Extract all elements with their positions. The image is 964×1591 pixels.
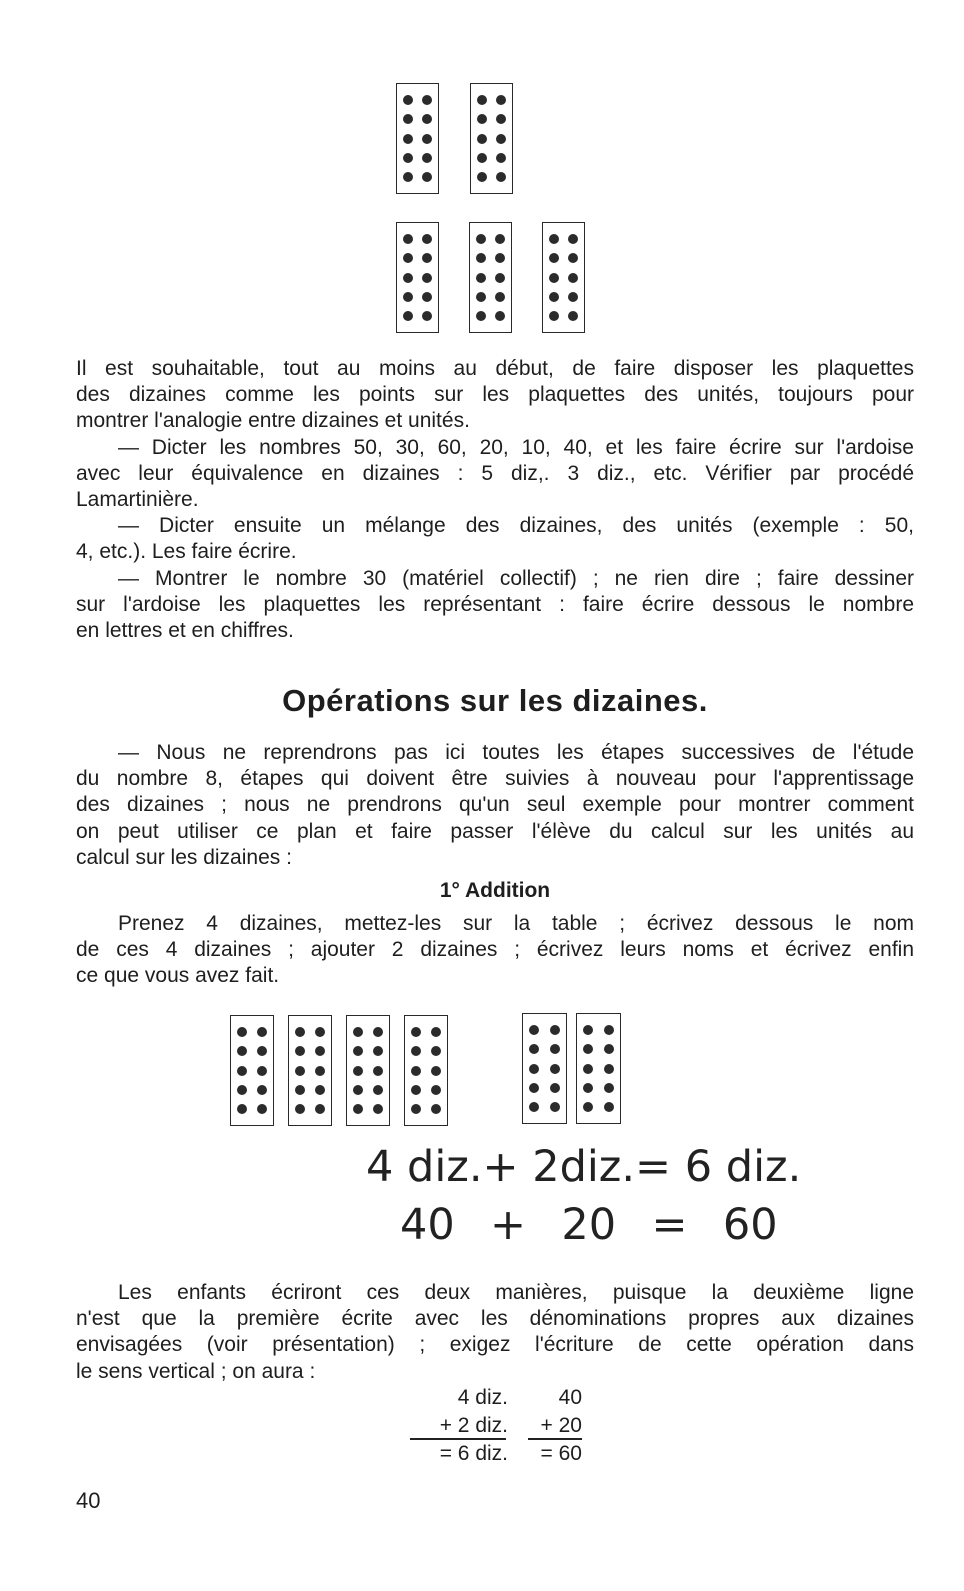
dot	[549, 311, 559, 321]
dot	[237, 1027, 247, 1037]
vertical-line: = 6 diz.	[439, 1442, 508, 1465]
dot	[604, 1064, 614, 1074]
dot	[411, 1104, 421, 1114]
dot	[529, 1102, 539, 1112]
dot	[550, 1083, 560, 1093]
ten-dot-plate	[346, 1015, 390, 1126]
dot	[477, 172, 487, 182]
dot	[295, 1027, 305, 1037]
subsection-title: 1° Addition	[439, 879, 551, 902]
dot	[237, 1104, 247, 1114]
dot	[604, 1025, 614, 1035]
text-line: on peut utiliser ce plan et faire passer l'élève du calcul sur les unités au	[76, 819, 914, 843]
dot	[403, 311, 413, 321]
text-line: sur l'ardoise les plaquettes les représentant : faire écrire dessous le nombre	[76, 592, 914, 616]
text-line: en lettres et en chiffres.	[76, 619, 294, 643]
dot	[568, 311, 578, 321]
dot	[373, 1046, 383, 1056]
dot	[411, 1066, 421, 1076]
paragraph-operations	[76, 740, 914, 871]
dot	[583, 1083, 593, 1093]
dot	[431, 1104, 441, 1114]
dot	[529, 1044, 539, 1054]
dot	[373, 1085, 383, 1095]
dot	[257, 1046, 267, 1056]
vertical-line: 4 diz.	[457, 1386, 508, 1409]
dot	[550, 1044, 560, 1054]
dot	[411, 1046, 421, 1056]
dot	[373, 1027, 383, 1037]
dot	[476, 311, 486, 321]
dot	[477, 95, 487, 105]
dot	[550, 1025, 560, 1035]
dot	[403, 134, 413, 144]
ten-dot-plate	[404, 1015, 448, 1126]
dot	[431, 1027, 441, 1037]
text-line: Il est souhaitable, tout au moins au début, de faire disposer les plaquettes	[76, 357, 914, 380]
dot	[315, 1046, 325, 1056]
dot	[583, 1044, 593, 1054]
dot	[373, 1066, 383, 1076]
dot	[295, 1085, 305, 1095]
equation-words: 4 diz.+ 2diz.= 6 diz.	[366, 1142, 802, 1192]
dot	[403, 172, 413, 182]
sum-rule	[410, 1438, 506, 1440]
dot	[549, 253, 559, 263]
dot	[496, 95, 506, 105]
dot	[568, 234, 578, 244]
dot	[431, 1066, 441, 1076]
ten-dot-plate	[230, 1015, 274, 1126]
dot	[477, 114, 487, 124]
paragraph-addition	[76, 911, 914, 990]
paragraph-explanation	[76, 1280, 914, 1385]
text-line: calcul sur les dizaines :	[76, 845, 292, 869]
text-line: ce que vous avez fait.	[76, 964, 280, 988]
dot	[411, 1085, 421, 1095]
dot	[237, 1046, 247, 1056]
dot	[353, 1046, 363, 1056]
dot	[237, 1066, 247, 1076]
dot	[373, 1104, 383, 1114]
dot	[295, 1104, 305, 1114]
section-title: Opérations sur les dizaines.	[282, 683, 708, 718]
vertical-line: + 2 diz.	[439, 1414, 508, 1437]
dot	[549, 234, 559, 244]
dot	[496, 134, 506, 144]
dot	[353, 1085, 363, 1095]
dot	[495, 292, 505, 302]
dot	[495, 234, 505, 244]
dot	[422, 234, 432, 244]
vertical-line: 40	[558, 1386, 582, 1409]
dot	[403, 234, 413, 244]
dot	[237, 1085, 247, 1095]
dot	[422, 253, 432, 263]
ten-dot-plate	[396, 83, 439, 194]
dot	[403, 153, 413, 163]
text-line: — Nous ne reprendrons pas ici toutes les étapes successives de l'étude	[118, 741, 914, 764]
dot	[583, 1064, 593, 1074]
dot	[422, 273, 432, 283]
dot	[353, 1066, 363, 1076]
dot	[476, 273, 486, 283]
dot	[422, 134, 432, 144]
text-line: du nombre 8, étapes qui doivent être suivies à nouveau pour l'apprentissage	[76, 767, 914, 791]
dot	[422, 114, 432, 124]
ten-dot-plate	[522, 1013, 567, 1124]
dot	[496, 172, 506, 182]
dot	[568, 273, 578, 283]
dot	[431, 1085, 441, 1095]
dot	[495, 273, 505, 283]
dot	[403, 292, 413, 302]
dot	[257, 1104, 267, 1114]
dot	[568, 292, 578, 302]
dot	[353, 1104, 363, 1114]
ten-dot-plate	[542, 222, 585, 333]
dot	[568, 253, 578, 263]
dot	[476, 234, 486, 244]
dot	[431, 1046, 441, 1056]
dot	[476, 292, 486, 302]
equation-numbers: 40 + 20 = 60	[400, 1200, 778, 1250]
dot	[257, 1027, 267, 1037]
dot	[295, 1066, 305, 1076]
dot	[476, 253, 486, 263]
dot	[422, 311, 432, 321]
dot	[477, 153, 487, 163]
paragraph-intro	[76, 356, 914, 644]
dot	[315, 1085, 325, 1095]
dot	[315, 1066, 325, 1076]
text-line: des dizaines comme les points sur les plaquettes des unités, toujours pour	[76, 383, 914, 407]
dot	[495, 253, 505, 263]
dot	[583, 1025, 593, 1035]
dot	[550, 1102, 560, 1112]
text-line: 4, etc.). Les faire écrire.	[76, 540, 297, 564]
dot	[403, 273, 413, 283]
text-line: de ces 4 dizaines ; ajouter 2 dizaines ; écrivez leurs noms et écrivez enfin	[76, 938, 914, 962]
ten-dot-plate	[288, 1015, 332, 1126]
dot	[604, 1044, 614, 1054]
dot	[353, 1027, 363, 1037]
vertical-line: = 60	[540, 1442, 582, 1465]
page-number: 40	[76, 1488, 101, 1513]
dot	[495, 311, 505, 321]
dot	[422, 292, 432, 302]
dot	[477, 134, 487, 144]
dot	[583, 1102, 593, 1112]
text-line: n'est que la première écrite avec les dénominations propres aux dizaines	[76, 1307, 914, 1331]
text-line: montrer l'analogie entre dizaines et unités.	[76, 409, 470, 433]
dot	[422, 153, 432, 163]
dot	[496, 153, 506, 163]
sum-rule	[528, 1438, 582, 1440]
dot	[257, 1066, 267, 1076]
text-line: Lamartinière.	[76, 488, 199, 512]
dot	[604, 1083, 614, 1093]
dot	[604, 1102, 614, 1112]
dot	[257, 1085, 267, 1095]
text-line: Prenez 4 dizaines, mettez-les sur la table ; écrivez dessous le nom	[118, 912, 914, 935]
dot	[549, 292, 559, 302]
dot	[529, 1083, 539, 1093]
dot	[411, 1027, 421, 1037]
dot	[422, 95, 432, 105]
text-line: avec leur équivalence en dizaines : 5 diz,. 3 diz., etc. Vérifier par procédé	[76, 461, 914, 485]
vertical-line: + 20	[540, 1414, 582, 1437]
dot	[529, 1025, 539, 1035]
dot	[529, 1064, 539, 1074]
dot	[550, 1064, 560, 1074]
ten-dot-plate	[469, 222, 512, 333]
ten-dot-plate	[396, 222, 439, 333]
vertical-operation-numbers	[526, 1384, 582, 1468]
text-line: — Dicter ensuite un mélange des dizaines, des unités (exemple : 50,	[118, 514, 914, 538]
vertical-operation-words	[404, 1384, 508, 1468]
dot	[496, 114, 506, 124]
text-line: — Dicter les nombres 50, 30, 60, 20, 10, 40, et les faire écrire sur l'ardoise	[118, 435, 914, 459]
dot	[403, 114, 413, 124]
dot	[549, 273, 559, 283]
ten-dot-plate	[470, 83, 513, 194]
dot	[315, 1027, 325, 1037]
dot	[315, 1104, 325, 1114]
text-line: le sens vertical ; on aura :	[76, 1359, 316, 1383]
dot	[422, 172, 432, 182]
text-line: des dizaines ; nous ne prendrons qu'un seul exemple pour montrer comment	[76, 793, 914, 817]
text-line: Les enfants écriront ces deux manières, puisque la deuxième ligne	[118, 1281, 914, 1304]
dot	[403, 253, 413, 263]
text-line: envisagées (voir présentation) ; exigez l'écriture de cette opération dans	[76, 1333, 914, 1357]
text-line: — Montrer le nombre 30 (matériel collectif) ; ne rien dire ; faire dessiner	[118, 566, 914, 590]
dot	[295, 1046, 305, 1056]
ten-dot-plate	[576, 1013, 621, 1124]
dot	[403, 95, 413, 105]
